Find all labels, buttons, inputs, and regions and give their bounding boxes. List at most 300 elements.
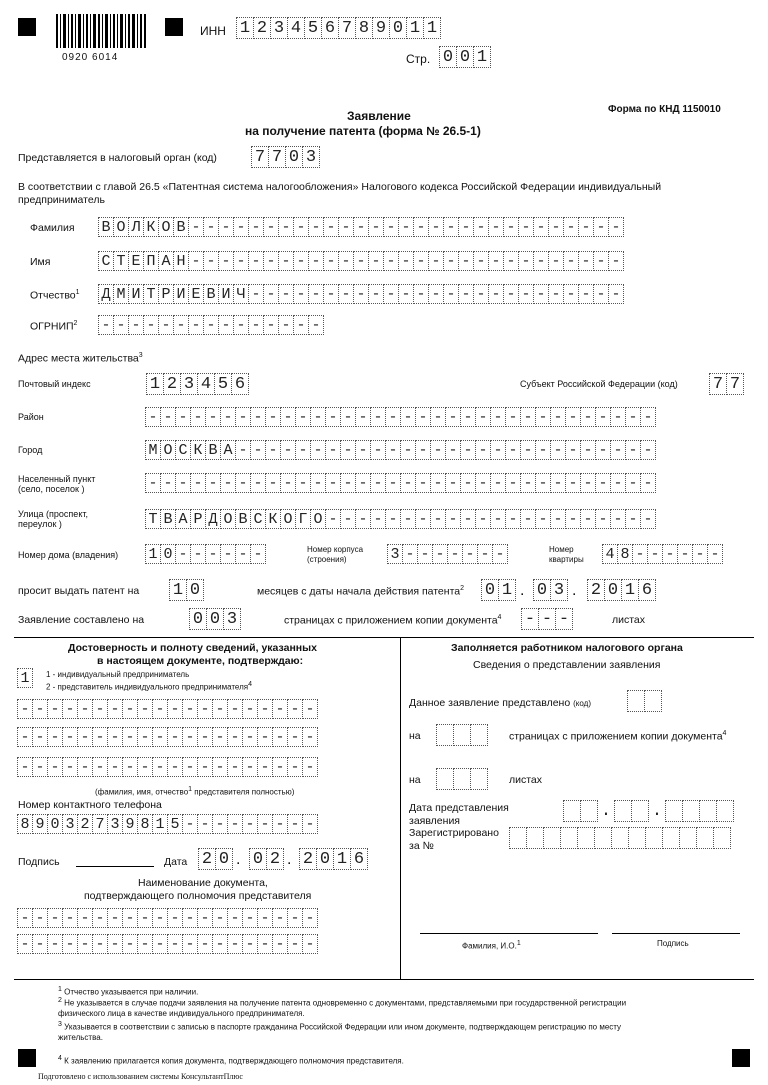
street-cells[interactable] bbox=[146, 509, 656, 531]
cell: - bbox=[182, 814, 198, 834]
cell: - bbox=[310, 473, 326, 493]
cell: Т bbox=[145, 509, 161, 529]
cell: - bbox=[308, 217, 324, 237]
cell: - bbox=[473, 217, 489, 237]
cell: - bbox=[610, 440, 626, 460]
cell: - bbox=[550, 473, 566, 493]
cell: 7 bbox=[709, 373, 727, 395]
postal-label: Почтовый индекс bbox=[18, 379, 91, 389]
right-date-label: Дата представления заявления bbox=[409, 802, 509, 827]
representative-name-row[interactable] bbox=[18, 699, 318, 721]
role-option-2: 2 - представитель индивидуального предпринимателя4 bbox=[46, 681, 253, 692]
sign-date-dot: . bbox=[287, 851, 292, 868]
building-cells[interactable] bbox=[388, 544, 508, 566]
district-cells[interactable] bbox=[146, 407, 656, 429]
region-cells[interactable] bbox=[710, 373, 744, 395]
right-pages-label: страницах с приложением копии документа$^4$ bbox=[509, 730, 727, 743]
cell: А bbox=[175, 509, 191, 529]
corner-marker bbox=[732, 1049, 750, 1067]
cell: - bbox=[137, 934, 153, 954]
cell: - bbox=[295, 473, 311, 493]
cell: - bbox=[370, 509, 386, 529]
cell: - bbox=[107, 727, 123, 747]
cell: - bbox=[563, 251, 579, 271]
cell: - bbox=[137, 727, 153, 747]
cell: Е bbox=[128, 251, 144, 271]
cell: - bbox=[248, 217, 264, 237]
cell: 2 bbox=[587, 579, 605, 601]
cell: 0 bbox=[389, 17, 407, 39]
cell: - bbox=[220, 473, 236, 493]
right-date-cells[interactable]: . . bbox=[564, 800, 734, 822]
page-label: Стр. bbox=[406, 52, 431, 66]
cell: - bbox=[593, 217, 609, 237]
cell: - bbox=[535, 509, 551, 529]
cell: - bbox=[227, 757, 243, 777]
surname-label: Фамилия bbox=[30, 222, 75, 234]
cell: - bbox=[340, 509, 356, 529]
patent-date-day[interactable] bbox=[482, 579, 516, 601]
cell: - bbox=[503, 284, 519, 304]
cell: - bbox=[415, 473, 431, 493]
cell: - bbox=[355, 407, 371, 427]
cell: - bbox=[430, 407, 446, 427]
cell: - bbox=[287, 727, 303, 747]
cell: М bbox=[113, 284, 129, 304]
patent-ask-label: просит выдать патент на bbox=[18, 585, 140, 597]
cell: - bbox=[632, 544, 648, 564]
cell: Р bbox=[190, 509, 206, 529]
sign-date-month[interactable] bbox=[250, 848, 284, 870]
cell: М bbox=[145, 440, 161, 460]
cell: - bbox=[488, 251, 504, 271]
cell: - bbox=[250, 407, 266, 427]
cell: 3 bbox=[180, 373, 198, 395]
cell: - bbox=[175, 544, 191, 564]
cell: - bbox=[197, 757, 213, 777]
cell: - bbox=[430, 509, 446, 529]
cell: 4 bbox=[197, 373, 215, 395]
cell: - bbox=[17, 699, 33, 719]
cell: - bbox=[398, 284, 414, 304]
right-sheets-cells[interactable] bbox=[437, 768, 488, 790]
cell: 8 bbox=[17, 814, 33, 834]
name-cells[interactable] bbox=[99, 251, 624, 273]
cell: - bbox=[293, 217, 309, 237]
cell: И bbox=[218, 284, 234, 304]
cell: - bbox=[167, 699, 183, 719]
cell: - bbox=[555, 608, 573, 630]
cell: 1 bbox=[236, 17, 254, 39]
cell: - bbox=[417, 544, 433, 564]
cell: - bbox=[535, 440, 551, 460]
cell: - bbox=[400, 407, 416, 427]
cell: - bbox=[413, 284, 429, 304]
cell: - bbox=[477, 544, 493, 564]
cell: 1 bbox=[169, 579, 187, 601]
cell: - bbox=[107, 908, 123, 928]
cell: - bbox=[233, 251, 249, 271]
patent-date-year[interactable] bbox=[588, 579, 656, 601]
cell: - bbox=[355, 473, 371, 493]
cell: - bbox=[460, 473, 476, 493]
cell: - bbox=[428, 284, 444, 304]
cell: - bbox=[182, 908, 198, 928]
cell: В bbox=[205, 440, 221, 460]
footnote-3: 3 Указывается в соответствии с записью в паспорте гражданина Российской Федерации или ином документе, подтверждающем регистрацию по месту жительства. bbox=[58, 1021, 622, 1042]
cell: - bbox=[565, 509, 581, 529]
cell: - bbox=[548, 217, 564, 237]
cell: - bbox=[218, 251, 234, 271]
cell: К bbox=[190, 440, 206, 460]
cell: - bbox=[122, 699, 138, 719]
cell: - bbox=[263, 284, 279, 304]
cell: 1 bbox=[145, 544, 161, 564]
cell: - bbox=[167, 727, 183, 747]
cell: 3 bbox=[62, 814, 78, 834]
cell: - bbox=[370, 407, 386, 427]
cell: 6 bbox=[231, 373, 249, 395]
cell: - bbox=[272, 908, 288, 928]
cell: - bbox=[308, 284, 324, 304]
cell: - bbox=[205, 544, 221, 564]
cell: Ч bbox=[233, 284, 249, 304]
cell: 7 bbox=[92, 814, 108, 834]
cell: - bbox=[608, 284, 624, 304]
representative-name-row[interactable] bbox=[18, 757, 318, 779]
cell: 0 bbox=[604, 579, 622, 601]
cell: - bbox=[323, 217, 339, 237]
cell: - bbox=[595, 473, 611, 493]
cell: - bbox=[137, 908, 153, 928]
cell: К bbox=[143, 217, 159, 237]
flat-cells[interactable] bbox=[603, 544, 723, 566]
cell: - bbox=[212, 727, 228, 747]
cell: - bbox=[400, 440, 416, 460]
cell: - bbox=[47, 934, 63, 954]
cell: - bbox=[458, 217, 474, 237]
cell: - bbox=[398, 217, 414, 237]
sign-date-dot: . bbox=[236, 851, 241, 868]
cell: 2 bbox=[253, 17, 271, 39]
cell: - bbox=[610, 509, 626, 529]
left-title-2: в настоящем документе, подтверждаю: bbox=[97, 655, 304, 667]
building-label: Номер корпуса (строения) bbox=[307, 545, 364, 564]
cell: - bbox=[355, 509, 371, 529]
cell: - bbox=[428, 217, 444, 237]
intro-line1: В соответствии с главой 26.5 «Патентная система налогообложения» Налогового кодекса Российской Федерации индивидуальный bbox=[18, 181, 662, 193]
on2-label: на bbox=[409, 774, 421, 786]
cell: - bbox=[257, 699, 273, 719]
cell: 9 bbox=[122, 814, 138, 834]
cell: - bbox=[415, 407, 431, 427]
cell: - bbox=[640, 440, 656, 460]
cell: - bbox=[257, 757, 273, 777]
cell: - bbox=[257, 934, 273, 954]
cell: - bbox=[167, 908, 183, 928]
cell: - bbox=[152, 908, 168, 928]
house-cells[interactable] bbox=[146, 544, 266, 566]
attach-cells[interactable] bbox=[522, 608, 573, 630]
cell: - bbox=[242, 908, 258, 928]
cell: - bbox=[462, 544, 478, 564]
cell: - bbox=[370, 440, 386, 460]
cell: 5 bbox=[214, 373, 232, 395]
cell: - bbox=[113, 315, 129, 335]
postal-cells[interactable] bbox=[147, 373, 249, 395]
cell: - bbox=[227, 814, 243, 834]
doc-row[interactable] bbox=[18, 934, 318, 956]
cell: 1 bbox=[498, 579, 516, 601]
cell: - bbox=[203, 251, 219, 271]
cell: - bbox=[323, 251, 339, 271]
city-cells[interactable] bbox=[146, 440, 656, 462]
surname-cells[interactable] bbox=[99, 217, 624, 239]
cell: 1 bbox=[423, 17, 441, 39]
cell: - bbox=[445, 473, 461, 493]
cell: - bbox=[122, 727, 138, 747]
cell: 0 bbox=[206, 608, 224, 630]
cell: - bbox=[62, 699, 78, 719]
cell: - bbox=[640, 509, 656, 529]
cell: - bbox=[548, 251, 564, 271]
inn-cells[interactable] bbox=[237, 17, 441, 39]
locality-label: Населенный пункт (село, поселок ) bbox=[18, 474, 96, 494]
cell: - bbox=[608, 217, 624, 237]
cell: - bbox=[293, 315, 309, 335]
cell: - bbox=[443, 217, 459, 237]
cell: - bbox=[205, 473, 221, 493]
cell: 0 bbox=[439, 46, 457, 68]
phone-label: Номер контактного телефона bbox=[18, 799, 162, 811]
cell: И bbox=[128, 284, 144, 304]
cell: 1 bbox=[17, 668, 33, 688]
cell: И bbox=[173, 284, 189, 304]
cell: - bbox=[400, 473, 416, 493]
cell: 9 bbox=[32, 814, 48, 834]
cell: - bbox=[595, 440, 611, 460]
reg-cells[interactable] bbox=[510, 827, 731, 849]
role-cell[interactable] bbox=[18, 668, 33, 690]
cell: - bbox=[197, 908, 213, 928]
fio-label: Фамилия, И.О.1 bbox=[462, 940, 521, 951]
cell: - bbox=[167, 757, 183, 777]
patent-months-label: месяцев с даты начала действия патента$^2$ bbox=[257, 585, 465, 598]
cell: 6 bbox=[350, 848, 368, 870]
presented-label: Данное заявление представлено (код) bbox=[409, 697, 591, 709]
tax-authority-cells[interactable] bbox=[252, 146, 320, 168]
cell: - bbox=[595, 509, 611, 529]
cell: 3 bbox=[387, 544, 403, 564]
reg-label: Зарегистрировано за № bbox=[409, 827, 499, 852]
cell: - bbox=[250, 473, 266, 493]
cell: О bbox=[220, 509, 236, 529]
cell: - bbox=[152, 727, 168, 747]
cell: - bbox=[368, 284, 384, 304]
cell: - bbox=[77, 727, 93, 747]
cell: 8 bbox=[137, 814, 153, 834]
cell: 0 bbox=[456, 46, 474, 68]
cell: В bbox=[160, 509, 176, 529]
cell: - bbox=[122, 757, 138, 777]
cell: - bbox=[173, 315, 189, 335]
right-pages-cells[interactable] bbox=[437, 724, 488, 746]
cell: - bbox=[593, 251, 609, 271]
cell: 0 bbox=[189, 608, 207, 630]
cell: 7 bbox=[338, 17, 356, 39]
cell: - bbox=[458, 251, 474, 271]
patent-date-month[interactable] bbox=[534, 579, 568, 601]
cell: - bbox=[92, 757, 108, 777]
sign-label: Подпись bbox=[18, 856, 60, 868]
house-label: Номер дома (владения) bbox=[18, 550, 119, 560]
cell: - bbox=[175, 407, 191, 427]
patronymic-label: Отчество$^1$ bbox=[30, 289, 80, 302]
cell: - bbox=[402, 544, 418, 564]
cell: - bbox=[220, 544, 236, 564]
cell: 0 bbox=[186, 579, 204, 601]
cell: - bbox=[325, 509, 341, 529]
cell: 3 bbox=[270, 17, 288, 39]
phone-cells[interactable] bbox=[18, 814, 318, 836]
cell: 1 bbox=[406, 17, 424, 39]
cell: - bbox=[265, 407, 281, 427]
cell: - bbox=[32, 757, 48, 777]
cell: - bbox=[323, 284, 339, 304]
cell: - bbox=[353, 251, 369, 271]
ogrnip-cells[interactable] bbox=[99, 315, 324, 337]
cell: - bbox=[107, 699, 123, 719]
cell: - bbox=[287, 699, 303, 719]
right-sign-label: Подпись bbox=[657, 939, 689, 948]
sign-date-year[interactable] bbox=[300, 848, 368, 870]
cell: - bbox=[490, 407, 506, 427]
cell: - bbox=[383, 217, 399, 237]
sign-date-day[interactable] bbox=[199, 848, 233, 870]
cell: - bbox=[565, 407, 581, 427]
cell: - bbox=[370, 473, 386, 493]
representative-name-row[interactable] bbox=[18, 727, 318, 749]
cell: - bbox=[212, 908, 228, 928]
cell: - bbox=[550, 440, 566, 460]
cell: - bbox=[308, 251, 324, 271]
cell: - bbox=[535, 407, 551, 427]
cell: - bbox=[242, 934, 258, 954]
cell: - bbox=[77, 908, 93, 928]
cell: - bbox=[505, 407, 521, 427]
cell: - bbox=[278, 217, 294, 237]
patronymic-cells[interactable] bbox=[99, 284, 624, 306]
cell: - bbox=[488, 217, 504, 237]
cell: - bbox=[338, 284, 354, 304]
doc-row[interactable] bbox=[18, 908, 318, 930]
cell: - bbox=[188, 315, 204, 335]
cell: - bbox=[17, 934, 33, 954]
cell: - bbox=[107, 934, 123, 954]
cell: - bbox=[122, 908, 138, 928]
cell: - bbox=[242, 727, 258, 747]
cell: 9 bbox=[372, 17, 390, 39]
cell: 3 bbox=[302, 146, 320, 168]
cell: - bbox=[518, 217, 534, 237]
cell: 7 bbox=[268, 146, 286, 168]
cell: В bbox=[173, 217, 189, 237]
corner-marker bbox=[18, 1049, 36, 1067]
patent-months-cells[interactable] bbox=[170, 579, 204, 601]
pages-cells[interactable] bbox=[190, 608, 241, 630]
cell: - bbox=[430, 440, 446, 460]
cell: - bbox=[308, 315, 324, 335]
cell: - bbox=[625, 440, 641, 460]
cell: - bbox=[293, 284, 309, 304]
cell: - bbox=[503, 217, 519, 237]
cell: - bbox=[265, 440, 281, 460]
cell: - bbox=[17, 757, 33, 777]
cell: Л bbox=[128, 217, 144, 237]
cell: - bbox=[383, 284, 399, 304]
cell: - bbox=[520, 509, 536, 529]
right-subtitle: Сведения о представлении заявления bbox=[473, 659, 661, 671]
cell: - bbox=[248, 251, 264, 271]
cell: - bbox=[47, 908, 63, 928]
cell: - bbox=[190, 407, 206, 427]
cell: - bbox=[340, 473, 356, 493]
cell: С bbox=[250, 509, 266, 529]
cell: - bbox=[263, 251, 279, 271]
cell: - bbox=[533, 251, 549, 271]
cell: - bbox=[227, 699, 243, 719]
cell: - bbox=[218, 217, 234, 237]
cell: - bbox=[227, 908, 243, 928]
cell: - bbox=[92, 727, 108, 747]
cell: - bbox=[608, 251, 624, 271]
cell: - bbox=[137, 699, 153, 719]
cell: - bbox=[152, 699, 168, 719]
cell: - bbox=[92, 934, 108, 954]
cell: - bbox=[432, 544, 448, 564]
presented-code-cells[interactable] bbox=[628, 690, 662, 712]
cell: - bbox=[353, 284, 369, 304]
cell: - bbox=[610, 473, 626, 493]
cell: - bbox=[32, 908, 48, 928]
cell: - bbox=[325, 407, 341, 427]
cell: - bbox=[368, 251, 384, 271]
cell: - bbox=[197, 934, 213, 954]
footer-credit: Подготовлено с использованием системы КонсультантПлюс bbox=[38, 1072, 243, 1081]
cell: 1 bbox=[473, 46, 491, 68]
cell: - bbox=[203, 315, 219, 335]
cell: - bbox=[182, 727, 198, 747]
locality-cells[interactable] bbox=[146, 473, 656, 495]
intro-line2: предприниматель bbox=[18, 194, 105, 206]
cell: - bbox=[152, 934, 168, 954]
cell: - bbox=[287, 757, 303, 777]
cell: - bbox=[368, 217, 384, 237]
cell: 1 bbox=[621, 579, 639, 601]
cell: - bbox=[278, 251, 294, 271]
cell: - bbox=[563, 217, 579, 237]
cell: - bbox=[242, 757, 258, 777]
cell: - bbox=[302, 908, 318, 928]
form-code: Форма по КНД 1150010 bbox=[608, 104, 721, 115]
cell: - bbox=[293, 251, 309, 271]
cell: - bbox=[593, 284, 609, 304]
cell: - bbox=[565, 473, 581, 493]
cell: - bbox=[580, 440, 596, 460]
cell: К bbox=[265, 509, 281, 529]
page-cells[interactable] bbox=[440, 46, 491, 68]
cell: - bbox=[188, 251, 204, 271]
